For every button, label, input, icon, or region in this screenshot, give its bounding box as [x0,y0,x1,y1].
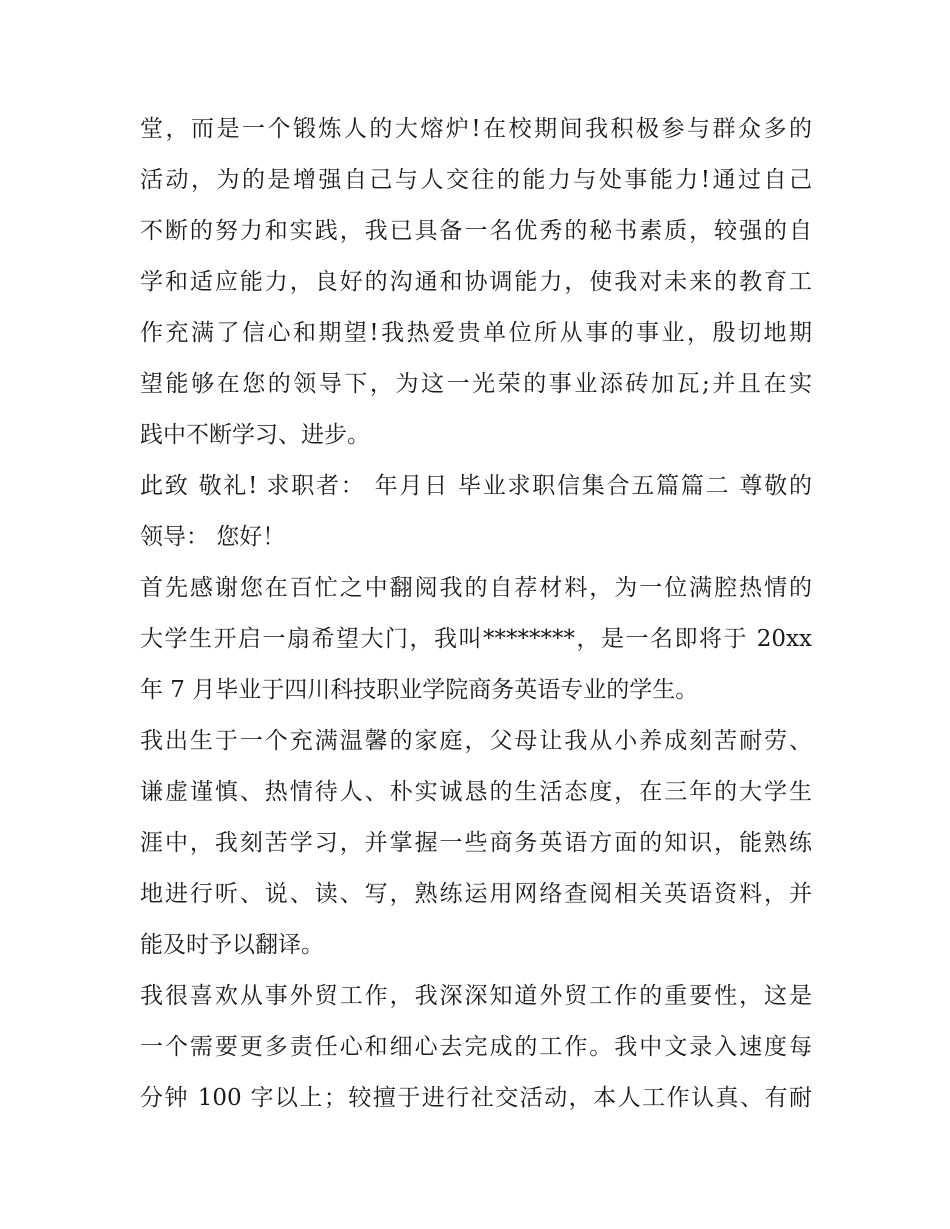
text-line: 地进行听、说、读、写，熟练运用网络查阅相关英语资料，并 [140,881,812,907]
text-line: 领导： 您好！ [140,524,286,550]
text-line: 涯中，我刻苦学习，并掌握一些商务英语方面的知识，能熟练 [140,830,812,856]
text-line: 分钟 100 字以上；较擅于进行社交活动，本人工作认真、有耐 [140,1085,812,1111]
text-line: 一个需要更多责任心和细心去完成的工作。我中文录入速度每 [140,1034,812,1060]
paragraph-3 [140,563,812,716]
text-line: 望能够在您的领导下，为这一光荣的事业添砖加瓦;并且在实 [140,371,812,397]
text-line: 我出生于一个充满温馨的家庭，父母让我从小养成刻苦耐劳、 [140,728,812,754]
paragraph-5 [140,971,812,1124]
text-line: 学和适应能力，良好的沟通和协调能力，使我对未来的教育工 [140,269,812,295]
text-line: 我很喜欢从事外贸工作，我深深知道外贸工作的重要性，这是 [140,983,812,1009]
text-line: 谦虚谨慎、热情待人、朴实诚恳的生活态度，在三年的大学生 [140,779,812,805]
document-body [140,104,812,1124]
text-line: 践中不断学习、进步。 [140,422,370,448]
paragraph-2 [140,461,812,563]
paragraph-4 [140,716,812,971]
text-line: 活动，为的是增强自己与人交往的能力与处事能力!通过自己 [140,167,812,193]
paragraph-1 [140,104,812,461]
text-line: 此致 敬礼! 求职者： 年月日 毕业求职信集合五篇篇二 尊敬的 [140,473,812,499]
text-line: 年 7 月毕业于四川科技职业学院商务英语专业的学生。 [140,677,699,703]
text-line: 能及时予以翻译。 [140,932,324,958]
text-line: 堂，而是一个锻炼人的大熔炉!在校期间我积极参与群众多的 [140,116,812,142]
text-line: 作充满了信心和期望!我热爱贵单位所从事的事业，殷切地期 [140,320,812,346]
text-line: 首先感谢您在百忙之中翻阅我的自荐材料，为一位满腔热情的 [140,575,812,601]
text-line: 大学生开启一扇希望大门，我叫********，是一名即将于 20xx [140,626,812,652]
text-line: 不断的努力和实践，我已具备一名优秀的秘书素质，较强的自 [140,218,812,244]
